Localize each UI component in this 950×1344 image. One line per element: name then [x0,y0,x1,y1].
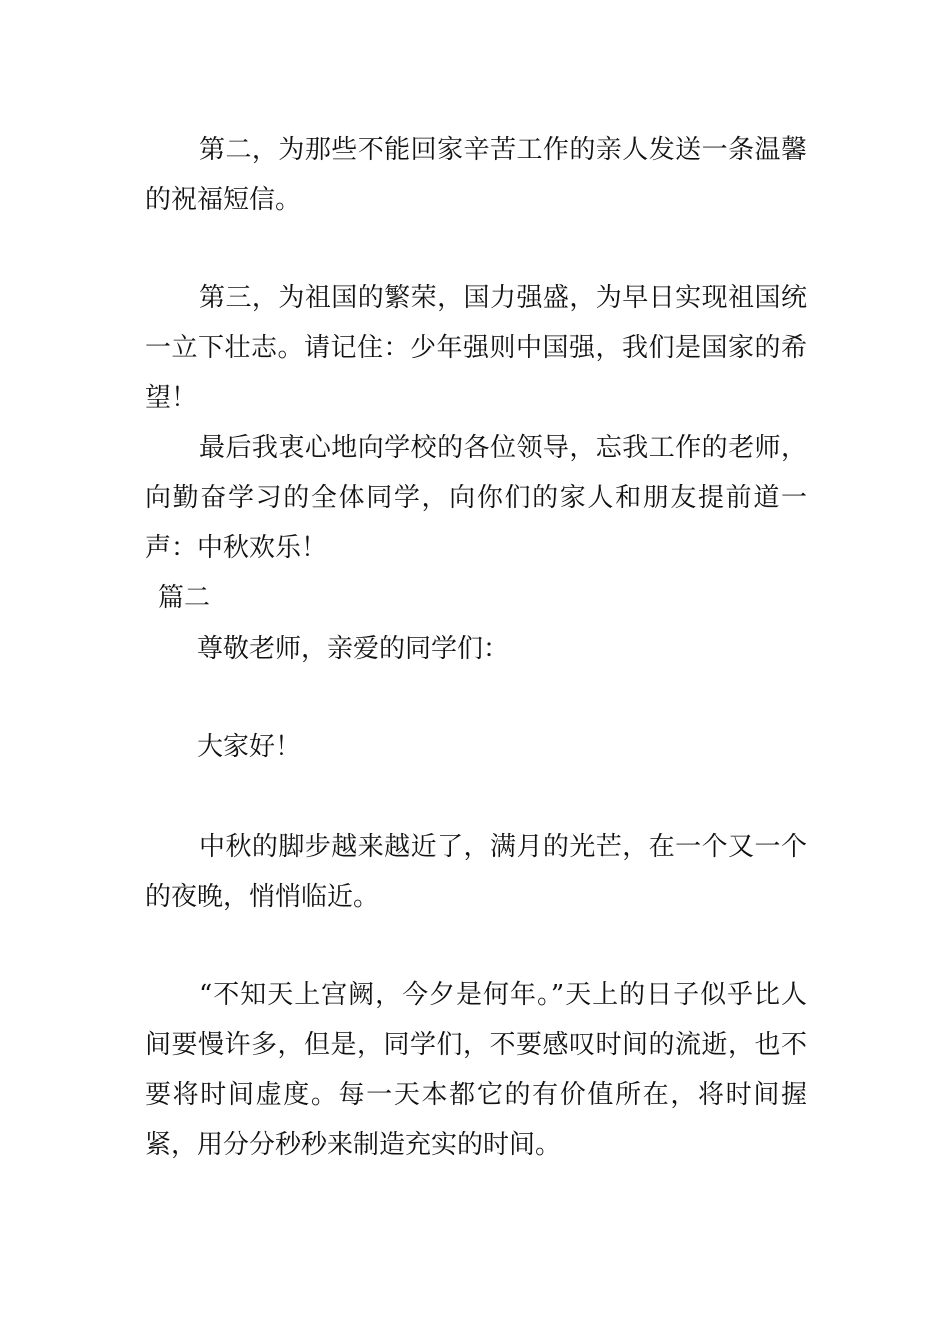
paragraph-mid-autumn-approach: 中秋的脚步越来越近了，满月的光芒，在一个又一个的夜晚，悄悄临近。 [145,832,807,912]
paragraph-time-quote: “不知天上宫阙，今夕是何年。”天上的日子似乎比人间要慢许多，但是，同学们，不要感叹时间的流逝，也不要将时间虚度。每一天本都它的有价值所在，将时间握紧，用分分秒秒来制造充实的时间。 [145,980,807,1160]
salutation: 尊敬老师，亲爱的同学们： [197,634,510,664]
paragraph-third-point: 第三，为祖国的繁荣，国力强盛，为早日实现祖国统一立下壮志。请记住：少年强则中国强，我们是国家的希望！ [145,283,807,413]
greeting: 大家好！ [197,732,302,762]
paragraph-closing: 最后我衷心地向学校的各位领导，忘我工作的老师，向勤奋学习的全体同学，向你们的家人和朋友提前道一声：中秋欢乐！ [145,433,807,563]
paragraph-second-point: 第二，为那些不能回家辛苦工作的亲人发送一条温馨的祝福短信。 [145,135,807,215]
section-title: 篇二 [158,583,211,613]
